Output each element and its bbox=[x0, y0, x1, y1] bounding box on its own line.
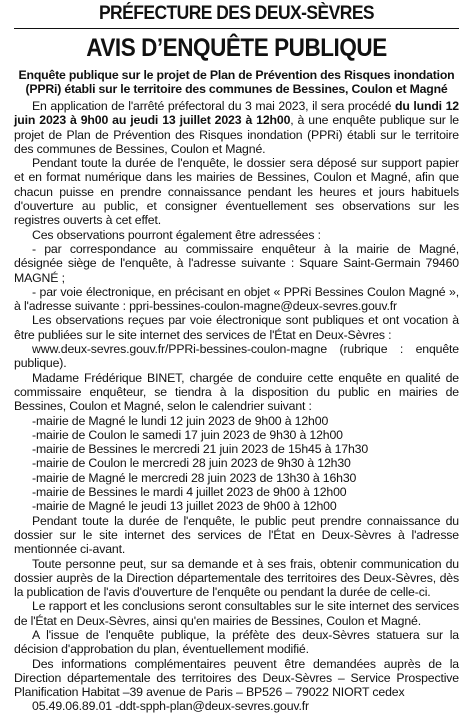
notice-subject bbox=[14, 68, 459, 96]
subject-line-2: (PPRi) établi sur le territoire des communes de Bessines, Coulon et Magné bbox=[25, 82, 448, 96]
paragraph-dossier: Pendant toute la durée de l'enquête, le dossier sera déposé sur support papier et en format numérique dans les mairies de Bessines, Coulon et Magné, afin que chacun puisse en prendre connaissance pendant les heures et jours habituels d'ouverture au public, et consigner éventuellement ses observations sur les registres ouverts à cet effet. bbox=[14, 156, 459, 228]
subject-line-1: Enquête publique sur le projet de Plan de Prévention des Risques inondation bbox=[18, 68, 455, 82]
paragraph-application-start: En application de l'arrêté préfectoral du 3 mai 2023, il sera procédé bbox=[32, 99, 395, 113]
paragraph-application bbox=[14, 99, 459, 156]
schedule-item: -mairie de Magné le jeudi 13 juillet 2023 de 9h00 à 12h00 bbox=[32, 499, 337, 514]
paragraph-application-end: , à une enquête publique sur le projet de Plan de Prévention des Risques inondation (PPRi) établi sur le territoire des communes de Bessines, Coulon et Magné. bbox=[14, 113, 459, 156]
inquiry-dates: du lundi 12 juin 2023 à 9h00 au jeudi 13 juillet 2023 à 12h00 bbox=[14, 99, 459, 128]
schedule-item: -mairie de Coulon le mercredi 28 juin 2023 de 9h30 à 12h30 bbox=[32, 456, 351, 471]
paragraph-decision: A l'issue de l'enquête publique, la préfète des deux-Sèvres statuera sur la décision d'approbation du plan, éventuellement modifié. bbox=[14, 627, 459, 657]
paragraph-communication: Toute personne peut, sur sa demande et à ses frais, obtenir communication du dossier auprès de la Direction départementale des territoires des Deux-Sèvres, dès la publication de l'avis d'ouverture de l'enquête ou pendant la durée de celle-ci. bbox=[14, 556, 459, 600]
paragraph-contact: 05.49.06.89.01 -ddt-spph-plan@deux-sevres.gouv.fr bbox=[32, 699, 309, 714]
prefecture-heading: PRÉFECTURE DES DEUX-SÈVRES bbox=[98, 3, 375, 24]
paragraph-online-dossier: Pendant toute la durée de l'enquête, le public peut prendre connaissance du dossier sur le site internet des services de l'État en Deux-Sèvres à l'adresse mentionnée ci-avant. bbox=[14, 513, 459, 557]
notice-title: AVIS D’ENQUÊTE PUBLIQUE bbox=[86, 34, 387, 62]
permanence-schedule bbox=[14, 414, 459, 514]
paragraph-observations: Ces observations pourront également être adressées : bbox=[32, 227, 321, 242]
paragraph-correspondence: - par correspondance au commissaire enquêteur à la mairie de Magné, désignée siège de l'enquête, à l'adresse suivante : Square Saint-Germain 79460 MAGNÉ ; bbox=[14, 241, 459, 285]
paragraph-publication: Les observations reçues par voie électronique sont publiques et ont vocation à être publiées sur le site internet des services de l'État en Deux-Sèvres : bbox=[14, 313, 459, 342]
heading-divider bbox=[14, 28, 459, 29]
schedule-item: -mairie de Coulon le samedi 17 juin 2023 de 9h30 à 12h00 bbox=[32, 427, 343, 442]
schedule-item: -mairie de Bessines le mercredi 21 juin 2023 de 15h45 à 17h30 bbox=[32, 442, 369, 457]
paragraph-email: - par voie électronique, en précisant en objet « PPRi Bessines Coulon Magné », à l'adresse suivante : ppri-bessines-coulon-magne@deux-sevres.gouv.fr bbox=[14, 284, 459, 314]
paragraph-report: Le rapport et les conclusions seront consultables sur le site internet des services de l'État en Deux-Sèvres, ainsi qu'en mairies de Bessines, Coulon et Magné. bbox=[14, 599, 459, 628]
schedule-item: -mairie de Bessines le mardi 4 juillet 2023 de 9h00 à 12h00 bbox=[32, 485, 347, 500]
paragraph-information: Des informations complémentaires peuvent être demandées auprès de la Direction départementale des territoires des Deux-Sèvres – Service Prospective Planification Habitat –39 avenue de Paris – BP526 – 79022 NIORT cedex bbox=[14, 656, 459, 700]
notice-body bbox=[14, 99, 459, 714]
paragraph-website: www.deux-sevres.gouv.fr/PPRi-bessines-coulon-magne (rubrique : enquête publique). bbox=[14, 342, 459, 371]
paragraph-commissioner: Madame Frédérique BINET, chargée de conduire cette enquête en qualité de commissaire enquêteur, se tiendra à la disposition du public en mairies de Bessines, Coulon et Magné, selon le calendrier suivant : bbox=[14, 370, 459, 414]
schedule-item: -mairie de Magné le mercredi 28 juin 2023 de 13h30 à 16h30 bbox=[32, 470, 357, 485]
schedule-item: -mairie de Magné le lundi 12 juin 2023 de 9h00 à 12h00 bbox=[32, 413, 329, 428]
